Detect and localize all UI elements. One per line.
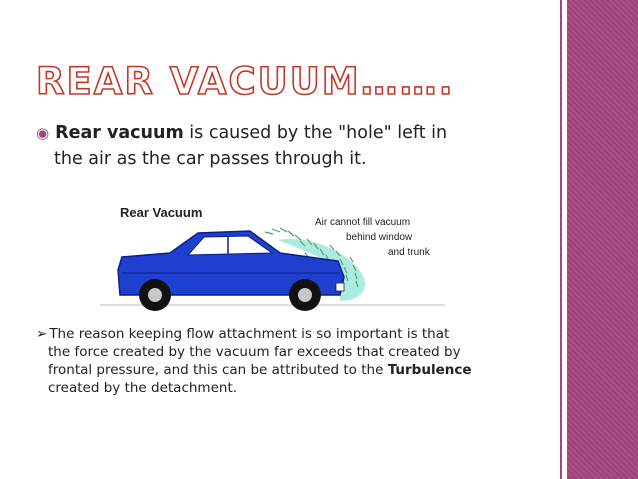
diagram-title: Rear Vacuum — [120, 205, 203, 220]
svg-text:Air cannot fill vacuum: Air cannot fill vacuum — [315, 217, 411, 228]
bullet-rear-vacuum — [36, 120, 556, 172]
decorative-side-strip — [567, 0, 638, 479]
slide-title: REAR VACUUM……. — [36, 60, 455, 103]
bullet-flow-attachment — [36, 325, 556, 397]
bullet2-line2: the force created by the vacuum far exceeds that created by — [48, 344, 461, 360]
bullet-marker-icon: ◉ — [36, 124, 50, 142]
svg-text:behind window: behind window — [346, 232, 413, 243]
bullet2-line4: created by the detachment. — [48, 380, 238, 396]
bullet-keyword: Rear vacuum — [55, 123, 184, 143]
bullet-text-line1: is caused by the "hole" left in — [183, 123, 448, 143]
accent-line — [560, 0, 562, 479]
svg-text:and trunk: and trunk — [388, 247, 430, 258]
bullet-marker-icon: ➢ — [36, 326, 48, 342]
turbulence-keyword: Turbulence — [387, 362, 472, 378]
bullet-text-line2: the air as the car passes through it. — [54, 149, 367, 169]
bullet2-line1: The reason keeping flow attachment is so important is that — [49, 326, 450, 342]
rear-vacuum-diagram — [100, 195, 445, 323]
bullet2-line3: frontal pressure, and this can be attributed to the Turbulence — [48, 362, 472, 378]
